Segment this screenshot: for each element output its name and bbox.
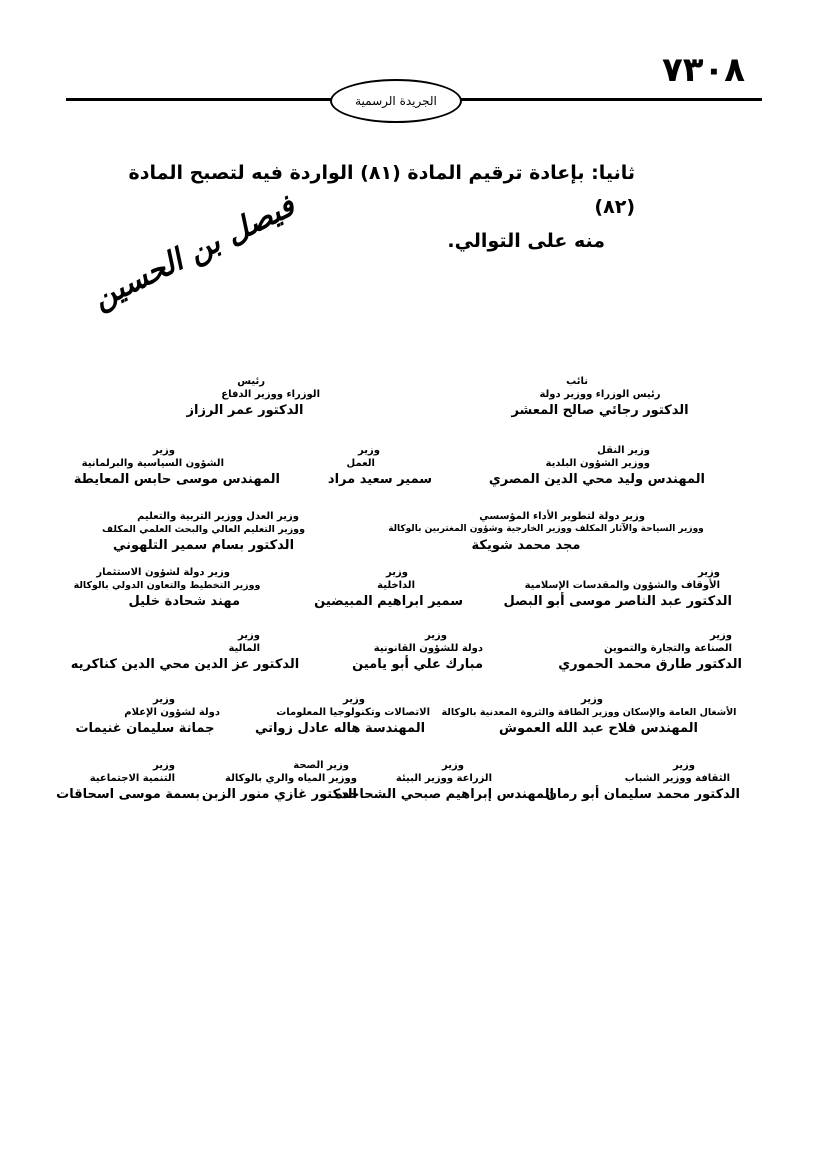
signatory-name: الدكتور عبد الناصر موسى أبو البصل xyxy=(503,594,732,609)
signatory-title: وزير xyxy=(358,445,380,456)
body-line-1: ثانيا: بإعادة ترقيم المادة (٨١) الواردة فيه لتصبح المادة (٨٢) xyxy=(128,162,635,218)
signatory-subtitle: ووزير الشؤون البلدية xyxy=(545,458,650,469)
royal-signature: فيصل بن الحسين xyxy=(87,188,301,317)
signatory-name: المهندس فلاح عبد الله العموش xyxy=(499,721,698,736)
signatory-subtitle: الاتصالات وتكنولوجيا المعلومات xyxy=(276,707,430,718)
signatory-subtitle: الثقافة ووزير الشباب xyxy=(624,773,730,784)
signatory-block xyxy=(73,445,280,490)
signatory-block xyxy=(500,376,700,421)
signatory-block xyxy=(440,694,738,739)
signatory-subtitle: الصناعة والتجارة والتموين xyxy=(603,643,732,654)
signatory-name: الدكتور عمر الرزاز xyxy=(186,403,304,418)
signatory-title: وزير xyxy=(343,694,365,705)
signatory-title: وزير العدل ووزير التربية والتعليم xyxy=(137,511,299,522)
gazette-title: الجريدة الرسمية xyxy=(355,94,437,108)
signatory-title: وزير xyxy=(153,760,175,771)
signatory-subtitle: ووزير التخطيط والتعاون الدولي بالوكالة xyxy=(73,580,261,591)
signatory-block xyxy=(488,445,705,490)
signatory-name: سمير سعيد مراد xyxy=(327,472,433,487)
signatory-block xyxy=(170,376,320,421)
signatory-title: وزير xyxy=(153,445,175,456)
signatory-title: وزير دولة لشؤون الاستثمار xyxy=(96,567,230,578)
page-number: ٧٣٠٨ xyxy=(662,50,746,90)
signatory-title: وزير xyxy=(153,694,175,705)
signatory-name: الدكتور طارق محمد الحموري xyxy=(558,657,742,672)
body-line-2: منه على التوالي. xyxy=(447,230,605,252)
signatory-block xyxy=(96,511,311,556)
signatory-title: وزير xyxy=(238,630,260,641)
signatory-name: الدكتور غازي منور الزبن xyxy=(201,787,357,802)
signatory-block xyxy=(558,630,742,675)
signatory-block xyxy=(70,694,220,739)
signatory-name: سمير ابراهيم المبيضين xyxy=(314,594,463,609)
signatory-name: الدكتور عز الدين محي الدين كناكريه xyxy=(70,657,300,672)
signatory-subtitle: الأشغال العامة والإسكان ووزير الطاقة والثروة المعدنية بالوكالة xyxy=(441,707,737,718)
signatory-block xyxy=(385,511,707,556)
signatory-name: الدكتور بسام سمير التلهوني xyxy=(112,538,295,553)
signatory-title: وزير xyxy=(442,760,464,771)
signatory-name: مبارك علي أبو يامين xyxy=(352,657,483,672)
signatory-subtitle: الشؤون السياسية والبرلمانية xyxy=(81,458,224,469)
signatory-title: وزير xyxy=(710,630,732,641)
signatory-title: رئيس xyxy=(237,376,265,387)
signatory-block xyxy=(334,760,554,805)
signatory-title: وزير xyxy=(425,630,447,641)
signatory-name: المهندس موسى حابس المعايطة xyxy=(73,472,280,487)
signatory-block xyxy=(325,445,435,490)
signatory-subtitle: المالية xyxy=(228,643,260,654)
signatory-name: المهندس وليد محي الدين المصري xyxy=(488,472,705,487)
signatory-name: الدكتور رجائي صالح المعشر xyxy=(511,403,689,418)
signatory-subtitle: التنمية الاجتماعية xyxy=(89,773,175,784)
signatory-subtitle: ووزير السياحة والآثار المكلف ووزير الخارجية وشؤون المغتربين بالوكالة xyxy=(388,524,704,534)
signatory-subtitle: الوزراء ووزير الدفاع xyxy=(221,389,320,400)
signatory-block xyxy=(56,760,200,805)
signatory-subtitle: ووزير المياه والري بالوكالة xyxy=(225,773,357,784)
signatory-subtitle: العمل xyxy=(346,458,375,469)
signatory-block xyxy=(314,567,463,612)
signatory-subtitle: رئيس الوزراء ووزير دولة xyxy=(539,389,661,400)
signatory-block xyxy=(250,694,430,739)
signatory-subtitle: الزراعة ووزير البيئة xyxy=(395,773,492,784)
signatory-title: وزير الصحة xyxy=(293,760,349,771)
signatory-name: المهندس إبراهيم صبحي الشحاحده xyxy=(334,787,554,802)
signatory-block xyxy=(65,630,305,675)
signatory-block xyxy=(503,567,732,612)
signatory-title: وزير xyxy=(581,694,603,705)
signatory-subtitle: ووزير التعليم العالي والبحث العلمي المكلف xyxy=(102,524,305,535)
signatory-subtitle: الأوقاف والشؤون والمقدسات الإسلامية xyxy=(524,580,720,591)
signatory-title: وزير النقل xyxy=(597,445,650,456)
signatory-title: نائب xyxy=(566,376,588,387)
signatory-title: وزير xyxy=(386,567,408,578)
gazette-title-badge xyxy=(330,79,462,123)
signatory-name: مجد محمد شويكة xyxy=(471,538,581,553)
signatory-subtitle: دولة لشؤون الإعلام xyxy=(124,707,220,718)
signatory-block xyxy=(352,630,483,675)
signatory-name: مهند شحادة خليل xyxy=(128,594,240,609)
signatory-title: وزير xyxy=(698,567,720,578)
signatory-block xyxy=(201,760,357,805)
signatory-name: جمانة سليمان غنيمات xyxy=(75,721,215,736)
signatory-block xyxy=(72,567,262,612)
signatory-name: الدكتور محمد سليمان أبو رمان xyxy=(545,787,740,802)
signatory-block xyxy=(545,760,740,805)
signatory-title: وزير دولة لتطوير الأداء المؤسسي xyxy=(479,511,645,522)
signatory-name: المهندسة هاله عادل زواتي xyxy=(254,721,426,736)
signatory-subtitle: دولة للشؤون القانونية xyxy=(373,643,483,654)
signatory-name: بسمة موسى اسحاقات xyxy=(56,787,200,802)
signatory-subtitle: الداخلية xyxy=(377,580,415,591)
signatory-title: وزير xyxy=(673,760,695,771)
